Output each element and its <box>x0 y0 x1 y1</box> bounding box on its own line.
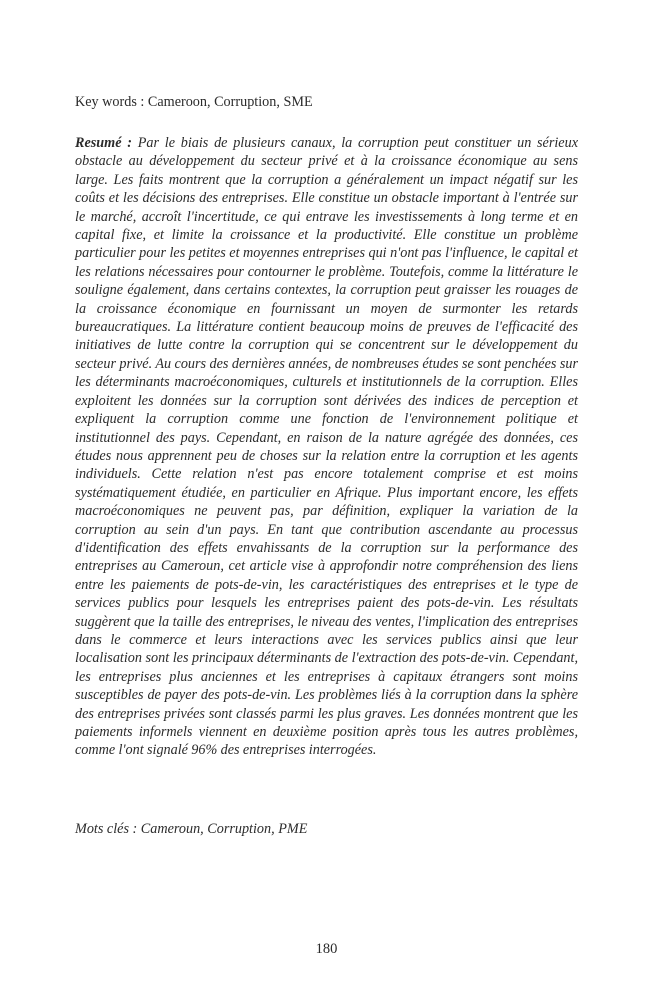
french-abstract <box>75 134 578 760</box>
page-number: 180 <box>315 941 338 957</box>
abstract-body: Par le biais de plusieurs canaux, la corruption peut constituer un sérieux obstacle au développement du secteur privé et à la croissance économique au sens large. Les faits montrent que la corruption a généralement un impact négatif sur les coûts et les décisions des entreprises. Elle constitue un obstacle important à l'entrée sur le marché, accroît l'incertitude, ce qui entrave les investissements à long terme et en capital fixe, et limite la croissance et la productivité. Elle constitue un problème particulier pour les petites et moyennes entreprises qui n'ont pas l'influence, le capital et les relations nécessaires pour contourner le problème. Toutefois, comme la littérature le souligne également, dans certains contextes, la corruption peut graisser les rouages de la croissance économique en fournissant un moyen de surmonter les retards bureaucratiques. La littérature contient beaucoup moins de preuves de l'efficacité des initiatives de lutte contre la corruption qui se concentrent sur le développement du secteur privé. Au cours des dernières années, de nombreuses études se sont penchées sur les déterminants macroéconomiques, culturels et institutionnels de la corruption. Elles exploitent les données sur la corruption sont dérivées des indices de perception et expliquent la corruption comme une fonction de l'environnement politique et institutionnel des pays. Cependant, en raison de la nature agrégée des données, ces études nous apprennent peu de choses sur la relation entre la corruption et les agents individuels. Cette relation n'est pas encore totalement comprise et est moins systématiquement étudiée, en particulier en Afrique. Plus important encore, les effets macroéconomiques ne peuvent pas, par définition, expliquer la variation de la corruption au sein d'un pays. En tant que contribution ascendante au processus d'identification des effets envahissants de la corruption sur la performance des entreprises au Cameroun, cet article vise à approfondir notre compréhension des liens entre les paiements de pots-de-vin, les caractéristiques des entreprises et le type de services publics pour lesquels les entreprises paient des pots-de-vin. Les résultats suggèrent que la taille des entreprises, le niveau des ventes, l'implication des entreprises dans le commerce et leurs interactions avec les services publics ainsi que leur localisation sont les principaux déterminants de l'extraction des pots-de-vin. Cependant, les entreprises plus anciennes et les entreprises à capitaux étrangers sont moins susceptibles de payer des pots-de-vin. Les problèmes liés à la corruption dans la sphère des entreprises privées sont classés parmi les plus graves. Les données montrent que les paiements informels viennent en deuxième position après tous les autres problèmes, comme l'ont signalé 96% des entreprises interrogées. <box>75 135 578 759</box>
english-keywords: Key words : Cameroon, Corruption, SME <box>75 94 313 110</box>
abstract-label: Resumé : <box>75 135 132 151</box>
french-keywords: Mots clés : Cameroun, Corruption, PME <box>75 821 308 837</box>
document-page <box>75 0 578 1006</box>
